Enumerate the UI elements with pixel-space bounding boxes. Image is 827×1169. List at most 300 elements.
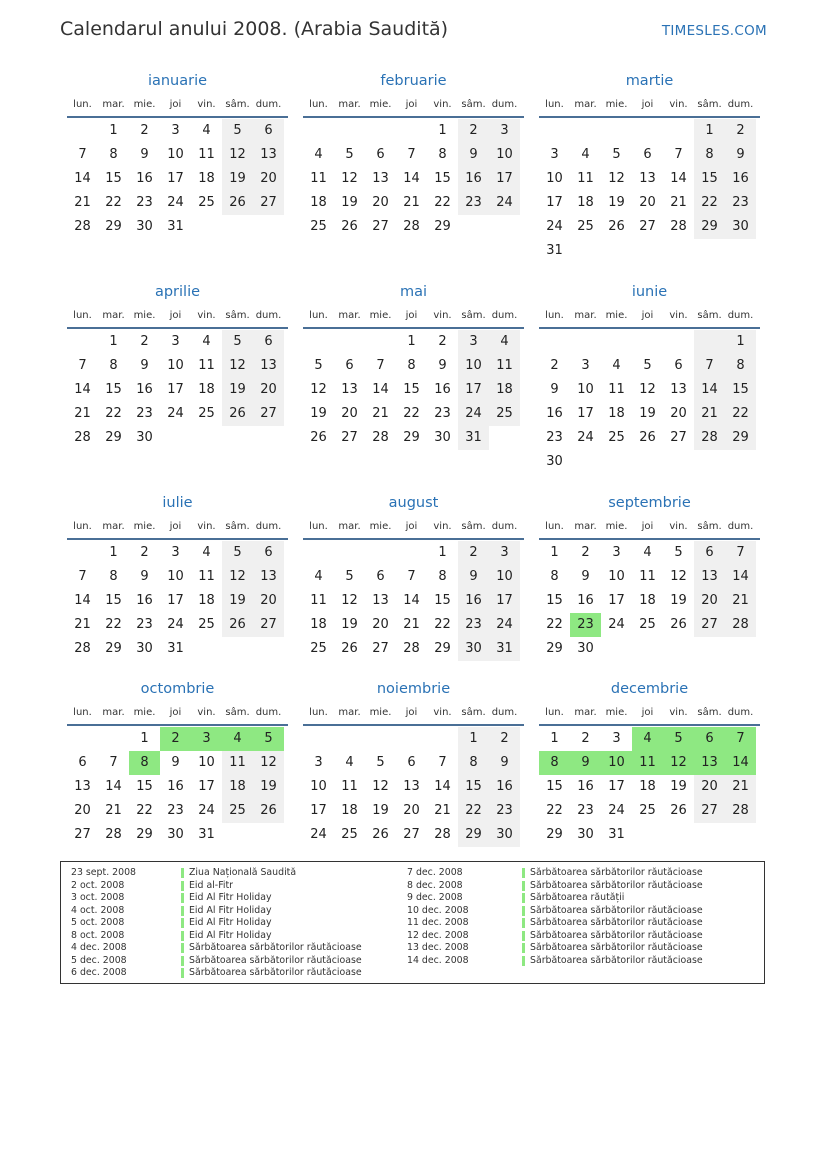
day-cell[interactable]: 13 <box>670 382 687 397</box>
day-cell[interactable]: 12 <box>222 565 253 589</box>
day-cell[interactable]: 24 <box>458 402 489 426</box>
day-cell[interactable]: 11 <box>198 147 215 162</box>
day-cell[interactable]: 3 <box>489 119 520 143</box>
day-cell[interactable]: 23 <box>167 803 184 818</box>
day-cell[interactable]: 28 <box>74 430 91 445</box>
day-cell[interactable]: 25 <box>489 402 520 426</box>
day-cell[interactable]: 18 <box>577 195 594 210</box>
day-cell[interactable]: 30 <box>725 215 756 239</box>
day-cell[interactable]: 14 <box>670 171 687 186</box>
day-cell[interactable]: 5 <box>222 330 253 354</box>
day-cell[interactable]: 3 <box>171 123 180 138</box>
day-cell[interactable]: 2 <box>140 334 149 349</box>
day-cell[interactable]: 20 <box>694 589 725 613</box>
day-cell[interactable]: 27 <box>403 827 420 842</box>
day-cell[interactable]: 13 <box>253 354 284 378</box>
day-cell[interactable]: 27 <box>74 827 91 842</box>
day-cell[interactable]: 24 <box>546 219 563 234</box>
day-cell[interactable]: 27 <box>341 430 358 445</box>
day-cell[interactable]: 28 <box>725 799 756 823</box>
day-cell[interactable]: 5 <box>612 147 621 162</box>
day-cell[interactable]: 2 <box>458 119 489 143</box>
day-cell[interactable]: 28 <box>74 219 91 234</box>
day-cell[interactable]: 8 <box>725 354 756 378</box>
day-cell[interactable]: 9 <box>458 565 489 589</box>
day-cell[interactable]: 10 <box>167 358 184 373</box>
day-cell[interactable]: 21 <box>403 617 420 632</box>
day-cell[interactable]: 23 <box>136 195 153 210</box>
day-cell[interactable]: 7 <box>78 569 87 584</box>
day-cell[interactable]: 28 <box>725 613 756 637</box>
day-cell[interactable]: 12 <box>341 171 358 186</box>
day-cell[interactable]: 1 <box>438 123 447 138</box>
day-cell[interactable]: 16 <box>577 779 594 794</box>
day-cell[interactable]: 8 <box>407 358 416 373</box>
day-cell[interactable]: 12 <box>372 779 389 794</box>
day-cell[interactable]: 20 <box>694 775 725 799</box>
day-cell[interactable]: 3 <box>550 147 559 162</box>
day-cell[interactable]: 13 <box>403 779 420 794</box>
day-cell[interactable]: 3 <box>612 731 621 746</box>
day-cell[interactable]: 23 <box>546 430 563 445</box>
day-cell[interactable]: 3 <box>171 545 180 560</box>
day-cell[interactable]: 21 <box>403 195 420 210</box>
day-cell[interactable]: 12 <box>670 569 687 584</box>
day-cell[interactable]: 29 <box>458 823 489 847</box>
day-cell[interactable]: 22 <box>105 406 122 421</box>
day-cell[interactable]: 16 <box>136 593 153 608</box>
day-cell[interactable]: 4 <box>202 123 211 138</box>
day-cell[interactable]: 17 <box>167 382 184 397</box>
day-cell[interactable]: 31 <box>167 219 184 234</box>
day-cell[interactable]: 5 <box>674 545 683 560</box>
day-cell[interactable]: 10 <box>608 569 625 584</box>
day-cell[interactable]: 29 <box>434 219 451 234</box>
day-cell[interactable]: 7 <box>438 755 447 770</box>
day-cell[interactable]: 12 <box>639 382 656 397</box>
day-cell[interactable]: 15 <box>546 779 563 794</box>
day-cell[interactable]: 19 <box>639 406 656 421</box>
day-cell[interactable]: 1 <box>438 545 447 560</box>
day-cell[interactable]: 10 <box>167 147 184 162</box>
day-cell[interactable]: 18 <box>310 617 327 632</box>
day-cell[interactable]: 15 <box>546 593 563 608</box>
day-cell[interactable]: 11 <box>198 569 215 584</box>
day-cell[interactable]: 8 <box>129 751 160 775</box>
day-cell[interactable]: 12 <box>608 171 625 186</box>
day-cell[interactable]: 17 <box>198 779 215 794</box>
day-cell[interactable]: 22 <box>458 799 489 823</box>
day-cell[interactable]: 21 <box>725 589 756 613</box>
day-cell[interactable]: 15 <box>136 779 153 794</box>
day-cell[interactable]: 11 <box>198 358 215 373</box>
day-cell[interactable]: 4 <box>222 727 253 751</box>
day-cell[interactable]: 18 <box>639 593 656 608</box>
day-cell[interactable]: 12 <box>663 751 694 775</box>
day-cell[interactable]: 2 <box>489 727 520 751</box>
day-cell[interactable]: 16 <box>489 775 520 799</box>
day-cell[interactable]: 2 <box>160 727 191 751</box>
day-cell[interactable]: 26 <box>372 827 389 842</box>
day-cell[interactable]: 6 <box>376 147 385 162</box>
day-cell[interactable]: 30 <box>577 641 594 656</box>
day-cell[interactable]: 23 <box>434 406 451 421</box>
day-cell[interactable]: 11 <box>310 593 327 608</box>
day-cell[interactable]: 7 <box>407 569 416 584</box>
day-cell[interactable]: 6 <box>694 727 725 751</box>
day-cell[interactable]: 29 <box>694 215 725 239</box>
day-cell[interactable]: 2 <box>725 119 756 143</box>
day-cell[interactable]: 30 <box>136 219 153 234</box>
day-cell[interactable]: 31 <box>167 641 184 656</box>
day-cell[interactable]: 25 <box>608 430 625 445</box>
day-cell[interactable]: 28 <box>403 641 420 656</box>
day-cell[interactable]: 17 <box>608 593 625 608</box>
day-cell[interactable]: 9 <box>581 569 590 584</box>
day-cell[interactable]: 23 <box>458 613 489 637</box>
day-cell[interactable]: 26 <box>222 402 253 426</box>
day-cell[interactable]: 11 <box>310 171 327 186</box>
day-cell[interactable]: 2 <box>140 123 149 138</box>
day-cell[interactable]: 24 <box>577 430 594 445</box>
day-cell[interactable]: 13 <box>372 171 389 186</box>
day-cell[interactable]: 27 <box>694 613 725 637</box>
day-cell[interactable]: 22 <box>694 191 725 215</box>
day-cell[interactable]: 28 <box>694 426 725 450</box>
day-cell[interactable]: 8 <box>550 569 559 584</box>
day-cell[interactable]: 15 <box>105 593 122 608</box>
day-cell[interactable]: 26 <box>253 799 284 823</box>
day-cell[interactable]: 24 <box>489 191 520 215</box>
day-cell[interactable]: 4 <box>643 545 652 560</box>
day-cell[interactable]: 5 <box>345 147 354 162</box>
day-cell[interactable]: 20 <box>670 406 687 421</box>
day-cell[interactable]: 24 <box>608 617 625 632</box>
day-cell[interactable]: 30 <box>489 823 520 847</box>
day-cell[interactable]: 5 <box>663 727 694 751</box>
day-cell[interactable]: 9 <box>458 143 489 167</box>
day-cell[interactable]: 1 <box>694 119 725 143</box>
day-cell[interactable]: 19 <box>310 406 327 421</box>
day-cell[interactable]: 8 <box>438 569 447 584</box>
day-cell[interactable]: 20 <box>403 803 420 818</box>
day-cell[interactable]: 15 <box>434 593 451 608</box>
day-cell[interactable]: 10 <box>310 779 327 794</box>
day-cell[interactable]: 24 <box>310 827 327 842</box>
day-cell[interactable]: 8 <box>539 751 570 775</box>
day-cell[interactable]: 25 <box>310 219 327 234</box>
day-cell[interactable]: 10 <box>458 354 489 378</box>
day-cell[interactable]: 30 <box>577 827 594 842</box>
day-cell[interactable]: 25 <box>577 219 594 234</box>
day-cell[interactable]: 19 <box>222 378 253 402</box>
day-cell[interactable]: 29 <box>725 426 756 450</box>
day-cell[interactable]: 14 <box>74 593 91 608</box>
day-cell[interactable]: 6 <box>643 147 652 162</box>
day-cell[interactable]: 2 <box>550 358 559 373</box>
day-cell[interactable]: 17 <box>167 593 184 608</box>
day-cell[interactable]: 29 <box>105 219 122 234</box>
day-cell[interactable]: 5 <box>253 727 284 751</box>
day-cell[interactable]: 8 <box>109 147 118 162</box>
day-cell[interactable]: 17 <box>577 406 594 421</box>
day-cell[interactable]: 25 <box>198 195 215 210</box>
day-cell[interactable]: 26 <box>670 617 687 632</box>
day-cell[interactable]: 7 <box>674 147 683 162</box>
day-cell[interactable]: 29 <box>136 827 153 842</box>
day-cell[interactable]: 20 <box>372 617 389 632</box>
day-cell[interactable]: 17 <box>310 803 327 818</box>
day-cell[interactable]: 24 <box>608 803 625 818</box>
day-cell[interactable]: 13 <box>253 143 284 167</box>
day-cell[interactable]: 10 <box>489 565 520 589</box>
day-cell[interactable]: 23 <box>458 191 489 215</box>
day-cell[interactable]: 30 <box>136 641 153 656</box>
day-cell[interactable]: 13 <box>639 171 656 186</box>
day-cell[interactable]: 1 <box>109 334 118 349</box>
day-cell[interactable]: 11 <box>639 569 656 584</box>
day-cell[interactable]: 9 <box>140 569 149 584</box>
day-cell[interactable]: 28 <box>74 641 91 656</box>
day-cell[interactable]: 2 <box>581 731 590 746</box>
day-cell[interactable]: 1 <box>140 731 149 746</box>
day-cell[interactable]: 2 <box>581 545 590 560</box>
day-cell[interactable]: 30 <box>546 454 563 469</box>
day-cell[interactable]: 4 <box>581 147 590 162</box>
day-cell[interactable]: 24 <box>489 613 520 637</box>
day-cell[interactable]: 17 <box>167 171 184 186</box>
day-cell[interactable]: 21 <box>74 617 91 632</box>
day-cell[interactable]: 9 <box>171 755 180 770</box>
day-cell[interactable]: 4 <box>632 727 663 751</box>
day-cell[interactable]: 26 <box>341 641 358 656</box>
day-cell[interactable]: 24 <box>198 803 215 818</box>
day-cell[interactable]: 24 <box>167 195 184 210</box>
day-cell[interactable]: 11 <box>608 382 625 397</box>
day-cell[interactable]: 7 <box>78 147 87 162</box>
day-cell[interactable]: 22 <box>546 617 563 632</box>
day-cell[interactable]: 25 <box>198 617 215 632</box>
day-cell[interactable]: 26 <box>670 803 687 818</box>
day-cell[interactable]: 7 <box>109 755 118 770</box>
day-cell[interactable]: 22 <box>105 195 122 210</box>
day-cell[interactable]: 7 <box>725 727 756 751</box>
day-cell[interactable]: 18 <box>198 171 215 186</box>
day-cell[interactable]: 15 <box>725 378 756 402</box>
day-cell[interactable]: 15 <box>458 775 489 799</box>
day-cell[interactable]: 31 <box>198 827 215 842</box>
day-cell[interactable]: 16 <box>546 406 563 421</box>
day-cell[interactable]: 29 <box>105 430 122 445</box>
day-cell[interactable]: 20 <box>341 406 358 421</box>
day-cell[interactable]: 8 <box>109 358 118 373</box>
day-cell[interactable]: 12 <box>310 382 327 397</box>
day-cell[interactable]: 1 <box>550 545 559 560</box>
day-cell[interactable]: 16 <box>458 589 489 613</box>
day-cell[interactable]: 18 <box>310 195 327 210</box>
day-cell[interactable]: 22 <box>725 402 756 426</box>
day-cell[interactable]: 16 <box>167 779 184 794</box>
day-cell[interactable]: 14 <box>725 751 756 775</box>
day-cell[interactable]: 10 <box>601 751 632 775</box>
day-cell[interactable]: 14 <box>694 378 725 402</box>
day-cell[interactable]: 10 <box>489 143 520 167</box>
day-cell[interactable]: 3 <box>489 541 520 565</box>
day-cell[interactable]: 3 <box>612 545 621 560</box>
day-cell[interactable]: 20 <box>253 167 284 191</box>
day-cell[interactable]: 7 <box>407 147 416 162</box>
day-cell[interactable]: 15 <box>403 382 420 397</box>
day-cell[interactable]: 6 <box>253 541 284 565</box>
day-cell[interactable]: 1 <box>109 123 118 138</box>
day-cell[interactable]: 14 <box>403 171 420 186</box>
day-cell[interactable]: 22 <box>546 803 563 818</box>
day-cell[interactable]: 21 <box>670 195 687 210</box>
day-cell[interactable]: 18 <box>639 779 656 794</box>
day-cell[interactable]: 15 <box>105 171 122 186</box>
day-cell[interactable]: 23 <box>570 613 601 637</box>
day-cell[interactable]: 11 <box>341 779 358 794</box>
day-cell[interactable]: 10 <box>198 755 215 770</box>
day-cell[interactable]: 21 <box>434 803 451 818</box>
day-cell[interactable]: 6 <box>253 119 284 143</box>
day-cell[interactable]: 30 <box>136 430 153 445</box>
day-cell[interactable]: 4 <box>202 334 211 349</box>
day-cell[interactable]: 29 <box>403 430 420 445</box>
day-cell[interactable]: 29 <box>546 641 563 656</box>
day-cell[interactable]: 3 <box>314 755 323 770</box>
day-cell[interactable]: 27 <box>253 613 284 637</box>
day-cell[interactable]: 6 <box>253 330 284 354</box>
day-cell[interactable]: 14 <box>725 565 756 589</box>
day-cell[interactable]: 21 <box>74 195 91 210</box>
day-cell[interactable]: 23 <box>489 799 520 823</box>
day-cell[interactable]: 16 <box>577 593 594 608</box>
day-cell[interactable]: 6 <box>407 755 416 770</box>
day-cell[interactable]: 21 <box>105 803 122 818</box>
day-cell[interactable]: 3 <box>581 358 590 373</box>
day-cell[interactable]: 15 <box>434 171 451 186</box>
day-cell[interactable]: 21 <box>694 402 725 426</box>
day-cell[interactable]: 18 <box>341 803 358 818</box>
day-cell[interactable]: 9 <box>725 143 756 167</box>
day-cell[interactable]: 11 <box>222 751 253 775</box>
day-cell[interactable]: 5 <box>222 119 253 143</box>
day-cell[interactable]: 4 <box>489 330 520 354</box>
day-cell[interactable]: 8 <box>694 143 725 167</box>
day-cell[interactable]: 19 <box>372 803 389 818</box>
day-cell[interactable]: 28 <box>434 827 451 842</box>
day-cell[interactable]: 12 <box>222 354 253 378</box>
day-cell[interactable]: 16 <box>458 167 489 191</box>
day-cell[interactable]: 12 <box>253 751 284 775</box>
day-cell[interactable]: 18 <box>489 378 520 402</box>
day-cell[interactable]: 26 <box>222 613 253 637</box>
day-cell[interactable]: 13 <box>372 593 389 608</box>
day-cell[interactable]: 25 <box>310 641 327 656</box>
day-cell[interactable]: 3 <box>191 727 222 751</box>
day-cell[interactable]: 25 <box>639 617 656 632</box>
day-cell[interactable]: 2 <box>140 545 149 560</box>
day-cell[interactable]: 3 <box>171 334 180 349</box>
day-cell[interactable]: 26 <box>222 191 253 215</box>
day-cell[interactable]: 19 <box>608 195 625 210</box>
day-cell[interactable]: 7 <box>725 541 756 565</box>
day-cell[interactable]: 5 <box>222 541 253 565</box>
day-cell[interactable]: 25 <box>341 827 358 842</box>
day-cell[interactable]: 24 <box>167 406 184 421</box>
day-cell[interactable]: 21 <box>372 406 389 421</box>
day-cell[interactable]: 13 <box>341 382 358 397</box>
day-cell[interactable]: 15 <box>694 167 725 191</box>
day-cell[interactable]: 19 <box>222 589 253 613</box>
day-cell[interactable]: 27 <box>670 430 687 445</box>
day-cell[interactable]: 4 <box>202 545 211 560</box>
day-cell[interactable]: 28 <box>403 219 420 234</box>
day-cell[interactable]: 23 <box>725 191 756 215</box>
day-cell[interactable]: 17 <box>458 378 489 402</box>
day-cell[interactable]: 11 <box>632 751 663 775</box>
day-cell[interactable]: 27 <box>372 641 389 656</box>
day-cell[interactable]: 17 <box>489 589 520 613</box>
day-cell[interactable]: 14 <box>74 171 91 186</box>
day-cell[interactable]: 22 <box>434 617 451 632</box>
day-cell[interactable]: 9 <box>438 358 447 373</box>
day-cell[interactable]: 14 <box>74 382 91 397</box>
day-cell[interactable]: 31 <box>458 426 489 450</box>
day-cell[interactable]: 10 <box>546 171 563 186</box>
day-cell[interactable]: 12 <box>341 593 358 608</box>
day-cell[interactable]: 26 <box>341 219 358 234</box>
day-cell[interactable]: 3 <box>458 330 489 354</box>
day-cell[interactable]: 17 <box>489 167 520 191</box>
day-cell[interactable]: 16 <box>136 171 153 186</box>
day-cell[interactable]: 16 <box>136 382 153 397</box>
day-cell[interactable]: 8 <box>458 751 489 775</box>
day-cell[interactable]: 10 <box>167 569 184 584</box>
day-cell[interactable]: 25 <box>222 799 253 823</box>
day-cell[interactable]: 31 <box>546 243 563 258</box>
day-cell[interactable]: 5 <box>314 358 323 373</box>
day-cell[interactable]: 4 <box>314 569 323 584</box>
day-cell[interactable]: 5 <box>376 755 385 770</box>
day-cell[interactable]: 26 <box>639 430 656 445</box>
day-cell[interactable]: 27 <box>639 219 656 234</box>
day-cell[interactable]: 5 <box>345 569 354 584</box>
day-cell[interactable]: 19 <box>670 779 687 794</box>
day-cell[interactable]: 19 <box>253 775 284 799</box>
day-cell[interactable]: 21 <box>725 775 756 799</box>
day-cell[interactable]: 14 <box>105 779 122 794</box>
day-cell[interactable]: 8 <box>109 569 118 584</box>
day-cell[interactable]: 5 <box>643 358 652 373</box>
day-cell[interactable]: 22 <box>403 406 420 421</box>
day-cell[interactable]: 9 <box>570 751 601 775</box>
day-cell[interactable]: 1 <box>725 330 756 354</box>
day-cell[interactable]: 22 <box>136 803 153 818</box>
day-cell[interactable]: 1 <box>550 731 559 746</box>
brand-link[interactable]: TIMESLES.COM <box>661 23 767 39</box>
day-cell[interactable]: 23 <box>136 406 153 421</box>
day-cell[interactable]: 27 <box>372 219 389 234</box>
day-cell[interactable]: 6 <box>345 358 354 373</box>
day-cell[interactable]: 4 <box>612 358 621 373</box>
day-cell[interactable]: 25 <box>198 406 215 421</box>
day-cell[interactable]: 2 <box>438 334 447 349</box>
day-cell[interactable]: 27 <box>694 799 725 823</box>
day-cell[interactable]: 23 <box>577 803 594 818</box>
day-cell[interactable]: 23 <box>136 617 153 632</box>
